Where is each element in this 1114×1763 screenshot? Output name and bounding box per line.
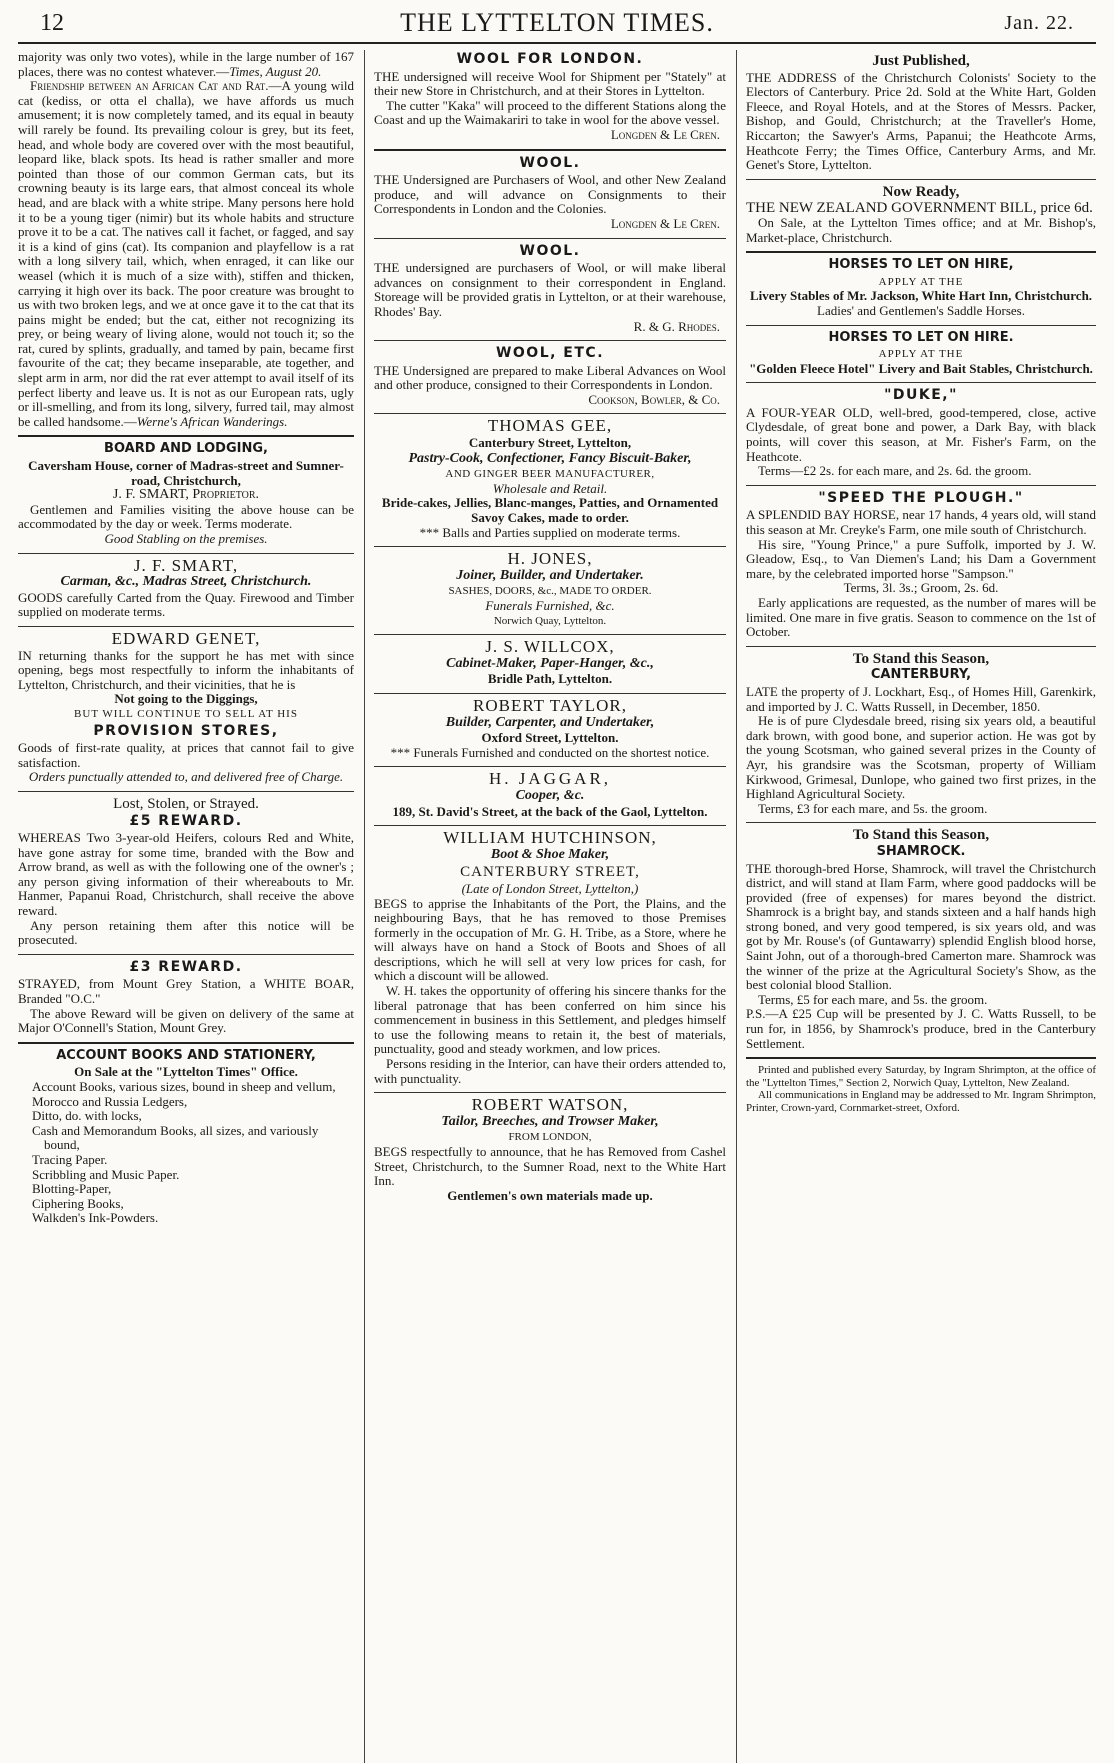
divider [746,485,1096,486]
divider [746,382,1096,383]
divider [746,1057,1096,1059]
ad-smart-carman: J. F. SMART, Carman, &c., Madras Street, Christchurch. GOODS carefully Carted from the Quay. Firewood and Timber supplied on moderate terms. [18,555,354,620]
ad-wool-longden: WOOL. THE Undersigned are Purchasers of Wool, and other New Zealand produce, and will advance on Consignments to their Correspondents in London and the Colonies. Longden & Le Cren. [374,154,726,231]
ad-just-published: Just Published, THE ADDRESS of the Christchurch Colonists' Society to the Electors of Canterbury. Price 2d. Sold at the White Hart, Golden Fleece, and Royal Hotels, and at the Stores of Messrs. Packer, Bishop, and Gould, Christchurch; at the Traveller's Home, Riccarton; the Sawyer's Arms, Papanui; the Heathcote Arms, Heathcote Ferry; the Times Office, Canterbury Arms, and Mr. Genet's Store, Lyttelton. [746,53,1096,173]
ad-canterbury-stallion: To Stand this Season, CANTERBURY, LATE the property of J. Lockhart, Esq., of Homes Hill, Garenkirk, and imported by J. C. Watts Russell, in December, 1850. He is of pure Clydesdale breed, rising six years old, a beautiful dark brown, with good bone, and superior action. He was got by the young Scotsman, who gained several prizes in the County of Ayr, his grandsire was the Scotsman, property of William Kirkwood, Grimesal, Dunlope, who gained two first prizes, in the Highland Agricultural Society. Terms, £3 for each mare, and 5s. the groom. [746,650,1096,816]
newspaper-title: THE LYTTELTON TIMES. [400,8,714,37]
ad-shamrock: To Stand this Season, SHAMROCK. THE thorough-bred Horse, Shamrock, will travel the Christchurch district, and will stand at Ilam Farm, where good paddocks will be provided (free of expenses) for mares beyond the district. Shamrock is a bright bay, and stands sixteen and a half hands high strong boned, and very good tempered, is six years old, and was got by Mr. Rouse's (of Guntawarry) splendid English blood horse, Saint John, out of a thorough-bred Camerton mare. Shamrock was the winner of the prize at the Agricultural Society's Show, as the best colonial blood Stallion. Terms, £5 for each mare, and 5s. the groom. P.S.—A £25 Cup will be presented by J. C. Watts Russell, to be run for, in 1856, by Shamrock's produce, bred in the Canterbury Settlement. [746,827,1096,1051]
list-item: Ditto, do. with locks, [32,1108,142,1124]
divider [374,825,726,826]
ad-robert-taylor: ROBERT TAYLOR, Builder, Carpenter, and Undertaker, Oxford Street, Lyttelton. *** Funerals Furnished and conducted on the shortest notice. [390,695,710,760]
divider [18,791,354,792]
printer-imprint: Printed and published every Saturday, by Ingram Shrimpton, at the office of the "Lyttelton Times," Section 2, Norwich Quay, Lyttelton, New Zealand. All communications in England may be addressed to Mr. Ingram Shrimpton, Printer, Crown-yard, Cornmarket-street, Oxford. [746,1064,1096,1114]
ad-wool-cookson: WOOL, ETC. THE Undersigned are prepared to make Liberal Advances on Wool and other produce, consigned to their Correspondents in London. Cookson, Bowler, & Co. [374,345,726,407]
divider [746,179,1096,180]
divider [374,340,726,341]
ad-board-lodging: BOARD AND LODGING, Caversham House, corner of Madras-street and Sumner-road, Christchurch, J. F. SMART, Proprietor. Gentlemen and Families visiting the above house can be accommodated by the day or week. Terms moderate. Good Stabling on the premises. [18,441,354,546]
divider [374,238,726,239]
list-item: Tracing Paper. [32,1151,108,1167]
divider [374,766,726,767]
ad-robert-watson: ROBERT WATSON, Tailor, Breeches, and Trowser Maker, FROM LONDON, BEGS respectfully to announce, that he has Removed from Cashel Street, Christchurch, to the Sumner Road, next to the White Hart Inn. Gentlemen's own materials made up. [374,1095,726,1203]
list-item: Walkden's Ink-Powders. [32,1210,159,1226]
divider [374,634,726,635]
columns [18,50,1096,1763]
divider [18,626,354,627]
ad-horses-golden-fleece: HORSES TO LET ON HIRE. APPLY AT THE "Golden Fleece Hotel" Livery and Bait Stables, Christchurch. [749,329,1093,376]
ad-now-ready: Now Ready, THE NEW ZEALAND GOVERNMENT BILL, price 6d. On Sale, at the Lyttelton Times office; and at Mr. Bishop's, Market-place, Christchurch. [746,183,1096,245]
article-cat-rat: Friendship between an African Cat and Rat.—A young wild cat (kediss, or otta el challa), we have affords us much amusement; it is now completely tamed, and its equal in beauty will rarely be found. Its prevailing colour is grey, but its feet, head, and whole body are covered over with the most beautiful, leopard like, black spots. Its head is rather smaller and more pointed than those of our common German cats, but its crowning beauty is its large ears, that almost conceal its whole head, and are black with a white stripe. Many persons here hold it to be a young tiger (nimir) but its whole habits and structure prove it to be a cat. The natives call it fachet, or fagged, and say it is a kind of gins (cat). Its companion and playfellow is a rat with a long silvery tail, which, when enraged, it can like our weasel (which it is much of a size with), stiffen and thicken, carrying it high over its back. The poor creature was brought to us with two broken legs, and we at once gave it to the cat that its pains might be ended; but the cat, either not recognizing its prey, or being weary of living alone, would not touch it; so the rat, cured by splints, gradually, and tamed by pain, became first favourite of the cat; they became inseparable, ate together, and slept arm in arm, nor did the rat ever attempt to avail itself of its perfect liberty and leave us. It is not as our European rats, ugly or ill-smelling, and from its long, silvery, furred tail, may almost be called handsome.—Werne's African Wanderings. [18,78,354,429]
divider [374,149,726,151]
ad-lost-heifers: Lost, Stolen, or Strayed. £5 REWARD. WHEREAS Two 3-year-old Heifers, colours Red and White, have gone astray for some time, branded with the Bow and Arrow brand, as well as with the following one of the owner's ; any person giving information of their whereabouts to Mr. Hanmer, Papanui Road, Christchurch, shall receive the above reward. Any person retaining them after this notice will be prosecuted. [18,795,354,948]
ad-william-hutchinson: WILLIAM HUTCHINSON, Boot & Shoe Maker, CANTERBURY STREET, (Late of London Street, Lyttelton,) BEGS to apprise the Inhabitants of the Port, the Plains, and the neighbouring Bays, that he has removed to those Premises formerly in the occupation of Mr. G. H. Tribe, as a Store, where he will always have on hand a Stock of Boots and Shoes of all descriptions, which he will sell at very low prices for cash, for which a discount will be allowed. W. H. takes the opportunity of offering his sincere thanks for the liberal patronage that has been conferred on him since his commencement in business in this Settlement, and pledges himself to use the following means to retain it, the best of materials, punctuality, good and steady workmen, and low prices. Persons residing in the Interior, can have their orders attended to, with punctuality. [374,828,726,1086]
list-item: Morocco and Russia Ledgers, [32,1093,188,1109]
ad-h-jaggar: H. JAGGAR, Cooper, &c. 189, St. David's Street, at the back of the Gaol, Lyttelton. [392,769,708,819]
divider [374,546,726,547]
ad-h-jones: H. JONES, Joiner, Builder, and Undertaker. SASHES, DOORS, &c., MADE TO ORDER. Funerals Furnished, &c. Norwich Quay, Lyttelton. [448,549,652,627]
issue-date: Jan. 22. [1004,12,1074,34]
ad-edward-genet: EDWARD GENET, IN returning thanks for the support he has met with since opening, begs most respectfully to inform the inhabitants of Lyttelton, Christchurch, and their vicinities, that he is Not going to the Diggings, BUT WILL CONTINUE TO SELL AT HIS PROVISION STORES, Goods of first-rate quality, at prices that cannot fail to give satisfaction. Orders punctually attended to, and delivered free of Charge. [18,628,354,785]
ad-strayed-boar: £3 REWARD. STRAYED, from Mount Grey Station, a WHITE BOAR, Branded "O.C." The above Reward will be given on delivery of the same at Major O'Connell's Station, Mount Grey. [18,958,354,1036]
list-item: Scribbling and Music Paper. [32,1166,180,1182]
divider [18,435,354,437]
ad-wool-for-london: WOOL FOR LONDON. THE undersigned will receive Wool for Shipment per "Stately" at their new Store in Christchurch, and at their Stores in Lyttelton. The cutter "Kaka" will proceed to the different Stations along the Coast and up the Waimakariri to take in wool for the above vessel. Longden & Le Cren. [374,51,726,142]
ad-speed-the-plough: "SPEED THE PLOUGH." A SPLENDID BAY HORSE, near 17 hands, 4 years old, will stand this season at Mr. Creyke's Farm, one mile south of Christchurch. His sire, "Young Prince," a pure Suffolk, imported by J. W. Gleadow, Esq., to Van Diemen's Land; his Dam a Government mare, by the celebrated imported horse "Sampson." Terms, 3l. 3s.; Groom, 2s. 6d. Early applications are requested, as the number of mares will be limited. One mare in five gratis. Season to commence on the 1st of October. [746,489,1096,640]
divider [18,553,354,554]
column-3 [746,50,1096,1763]
divider [746,325,1096,326]
page-number: 12 [40,10,64,36]
divider [18,1042,354,1044]
ad-willcox: J. S. WILLCOX, Cabinet-Maker, Paper-Hanger, &c., Bridle Path, Lyttelton. [446,637,654,687]
ad-duke: "DUKE," A FOUR-YEAR OLD, well-bred, good-tempered, close, active Clydesdale, of great bone and power, a Dark Bay, with black points, will cover this season, at Mr. Fisher's Farm, on the Heathcote. Terms—£2 2s. for each mare, and 2s. 6d. the groom. [746,387,1096,479]
divider [374,693,726,694]
divider [746,822,1096,823]
ad-horses-jackson: HORSES TO LET ON HIRE, APPLY AT THE Livery Stables of Mr. Jackson, White Hart Inn, Christchurch. Ladies' and Gentlemen's Saddle Horses. [749,257,1093,318]
column-divider [364,50,365,1763]
article-intro: majority was only two votes), while in the large number of 167 places, there was no contest whatever.—Times, August 20. [18,50,354,79]
list-item: Account Books, various sizes, bound in sheep and vellum, [32,1079,336,1094]
list-item: Blotting-Paper, [32,1181,112,1197]
column-2 [374,50,726,1763]
list-item: Ciphering Books, [32,1195,124,1211]
divider [374,413,726,414]
divider [746,251,1096,253]
column-divider [736,50,737,1763]
masthead [18,8,1096,44]
stationery-list [18,1080,354,1226]
list-item: Cash and Memorandum Books, all sizes, and variously bound, [32,1122,319,1153]
divider [374,1092,726,1093]
divider [746,646,1096,647]
ad-wool-rhodes: WOOL. THE undersigned are purchasers of Wool, or will make liberal advances on consignment to their correspondent in England. Storeage will be provided gratis in Lyttelton, or at their warehouse, Rhodes' Bay. R. & G. Rhodes. [374,242,726,334]
ad-thomas-gee: THOMAS GEE, Canterbury Street, Lyttelton, Pastry-Cook, Confectioner, Fancy Biscuit-Baker, AND GINGER BEER MANUFACTURER, Wholesale and Retail. Bride-cakes, Jellies, Blanc-manges, Patties, and Ornamented Savoy Cakes, made to order. *** Balls and Parties supplied on moderate terms. [381,416,719,540]
column-1 [18,50,354,1763]
ad-account-books: ACCOUNT BOOKS AND STATIONERY, On Sale at the "Lyttelton Times" Office. Account Books, various sizes, bound in sheep and vellum, Morocco and Russia Ledgers, Ditto, do. with locks, Cash and Memorandum Books, all sizes, and variously bound, Tracing Paper. Scribbling and Music Paper. Blotting-Paper, Ciphering Books, Walkden's Ink-Powders. [18,1049,354,1226]
divider [18,954,354,955]
